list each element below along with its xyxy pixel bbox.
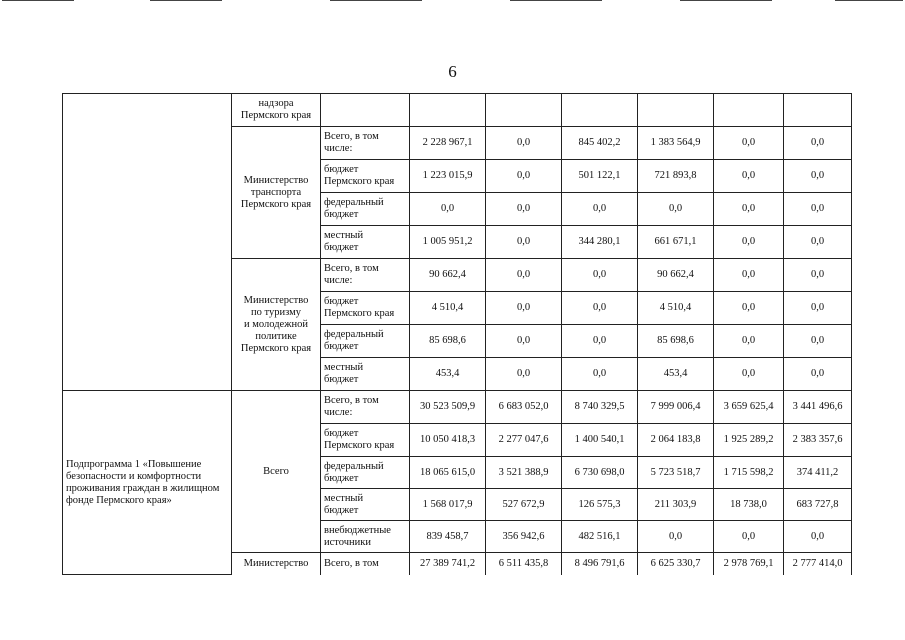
value-cell: 6 730 698,0 [562, 457, 638, 489]
organization-tourism: Министерство по туризму и молодежной политике Пермского края [232, 259, 321, 391]
value-cell: 0,0 [784, 521, 852, 553]
value-cell: 0,0 [562, 292, 638, 325]
value-cell [562, 94, 638, 127]
value-cell: 1 568 017,9 [410, 489, 486, 521]
value-cell: 0,0 [714, 160, 784, 193]
funding-source: федеральный бюджет [321, 325, 410, 358]
value-cell: 3 521 388,9 [486, 457, 562, 489]
funding-source: Всего, в том [321, 553, 410, 575]
funding-source: внебюджетные источники [321, 521, 410, 553]
top-rule [835, 0, 903, 1]
value-cell: 0,0 [410, 193, 486, 226]
value-cell: 0,0 [486, 160, 562, 193]
value-cell: 1 925 289,2 [714, 424, 784, 457]
top-rule [2, 0, 74, 1]
top-rule [150, 0, 222, 1]
value-cell: 721 893,8 [638, 160, 714, 193]
value-cell: 0,0 [714, 226, 784, 259]
value-cell: 2 777 414,0 [784, 553, 852, 575]
value-cell: 0,0 [486, 358, 562, 391]
value-cell: 1 223 015,9 [410, 160, 486, 193]
value-cell: 0,0 [714, 259, 784, 292]
funding-source: бюджет Пермского края [321, 292, 410, 325]
value-cell: 661 671,1 [638, 226, 714, 259]
value-cell: 0,0 [714, 521, 784, 553]
value-cell: 3 659 625,4 [714, 391, 784, 424]
value-cell: 0,0 [562, 259, 638, 292]
funding-source: федеральный бюджет [321, 193, 410, 226]
value-cell [410, 94, 486, 127]
value-cell: 90 662,4 [638, 259, 714, 292]
value-cell: 0,0 [714, 325, 784, 358]
funding-source: бюджет Пермского края [321, 424, 410, 457]
value-cell: 501 122,1 [562, 160, 638, 193]
funding-source: Всего, в том числе: [321, 259, 410, 292]
value-cell: 8 496 791,6 [562, 553, 638, 575]
value-cell: 5 723 518,7 [638, 457, 714, 489]
value-cell: 1 715 598,2 [714, 457, 784, 489]
value-cell: 211 303,9 [638, 489, 714, 521]
value-cell: 8 740 329,5 [562, 391, 638, 424]
value-cell: 6 683 052,0 [486, 391, 562, 424]
value-cell: 126 575,3 [562, 489, 638, 521]
value-cell: 527 672,9 [486, 489, 562, 521]
value-cell: 10 050 418,3 [410, 424, 486, 457]
subprogram-cell-blank [63, 94, 232, 391]
value-cell: 2 064 183,8 [638, 424, 714, 457]
value-cell: 0,0 [784, 358, 852, 391]
value-cell: 7 999 006,4 [638, 391, 714, 424]
value-cell: 0,0 [638, 521, 714, 553]
funding-source: местный бюджет [321, 358, 410, 391]
value-cell: 482 516,1 [562, 521, 638, 553]
value-cell: 0,0 [486, 259, 562, 292]
value-cell: 0,0 [784, 226, 852, 259]
value-cell: 6 511 435,8 [486, 553, 562, 575]
value-cell: 0,0 [714, 358, 784, 391]
value-cell: 30 523 509,9 [410, 391, 486, 424]
value-cell: 0,0 [486, 193, 562, 226]
value-cell: 344 280,1 [562, 226, 638, 259]
funding-source: Всего, в том числе: [321, 127, 410, 160]
organization-total: Всего [232, 391, 321, 553]
value-cell: 0,0 [784, 325, 852, 358]
value-cell: 6 625 330,7 [638, 553, 714, 575]
value-cell: 1 400 540,1 [562, 424, 638, 457]
value-cell: 3 441 496,6 [784, 391, 852, 424]
value-cell: 90 662,4 [410, 259, 486, 292]
table-row [63, 391, 852, 424]
organization-cell: надзора Пермского края [232, 94, 321, 127]
value-cell: 2 978 769,1 [714, 553, 784, 575]
value-cell: 683 727,8 [784, 489, 852, 521]
value-cell: 0,0 [784, 160, 852, 193]
funding-source: федеральный бюджет [321, 457, 410, 489]
value-cell: 0,0 [486, 226, 562, 259]
value-cell: 0,0 [562, 325, 638, 358]
value-cell: 18 065 615,0 [410, 457, 486, 489]
value-cell: 0,0 [486, 127, 562, 160]
table-body [63, 94, 852, 575]
value-cell: 453,4 [410, 358, 486, 391]
value-cell: 18 738,0 [714, 489, 784, 521]
top-rule [330, 0, 422, 1]
value-cell: 0,0 [784, 193, 852, 226]
value-cell: 1 383 564,9 [638, 127, 714, 160]
value-cell [714, 94, 784, 127]
table-row [63, 94, 852, 127]
value-cell: 0,0 [784, 127, 852, 160]
value-cell: 0,0 [714, 292, 784, 325]
value-cell: 27 389 741,2 [410, 553, 486, 575]
value-cell: 374 411,2 [784, 457, 852, 489]
value-cell [638, 94, 714, 127]
budget-table [62, 93, 852, 575]
funding-source: бюджет Пермского края [321, 160, 410, 193]
page-number: 6 [448, 62, 457, 81]
value-cell: 85 698,6 [638, 325, 714, 358]
top-rule [680, 0, 772, 1]
value-cell: 4 510,4 [638, 292, 714, 325]
value-cell: 0,0 [562, 358, 638, 391]
value-cell: 356 942,6 [486, 521, 562, 553]
funding-source: местный бюджет [321, 489, 410, 521]
value-cell [486, 94, 562, 127]
organization-transport: Министерство транспорта Пермского края [232, 127, 321, 259]
subprogram-name: Подпрограмма 1 «Повышение безопасности и комфортности проживания граждан в жилищном фонде Пермского края» [63, 391, 232, 575]
value-cell: 0,0 [486, 325, 562, 358]
value-cell: 85 698,6 [410, 325, 486, 358]
organization-cell: Министерство [232, 553, 321, 575]
value-cell: 453,4 [638, 358, 714, 391]
value-cell: 845 402,2 [562, 127, 638, 160]
value-cell: 2 277 047,6 [486, 424, 562, 457]
top-rule [510, 0, 602, 1]
value-cell: 0,0 [784, 292, 852, 325]
funding-source: местный бюджет [321, 226, 410, 259]
value-cell: 0,0 [638, 193, 714, 226]
value-cell: 0,0 [714, 127, 784, 160]
value-cell: 2 228 967,1 [410, 127, 486, 160]
funding-source: Всего, в том числе: [321, 391, 410, 424]
value-cell: 2 383 357,6 [784, 424, 852, 457]
funding-source [321, 94, 410, 127]
value-cell: 1 005 951,2 [410, 226, 486, 259]
value-cell: 4 510,4 [410, 292, 486, 325]
value-cell: 0,0 [784, 259, 852, 292]
value-cell: 0,0 [714, 193, 784, 226]
value-cell [784, 94, 852, 127]
value-cell: 839 458,7 [410, 521, 486, 553]
value-cell: 0,0 [562, 193, 638, 226]
value-cell: 0,0 [486, 292, 562, 325]
